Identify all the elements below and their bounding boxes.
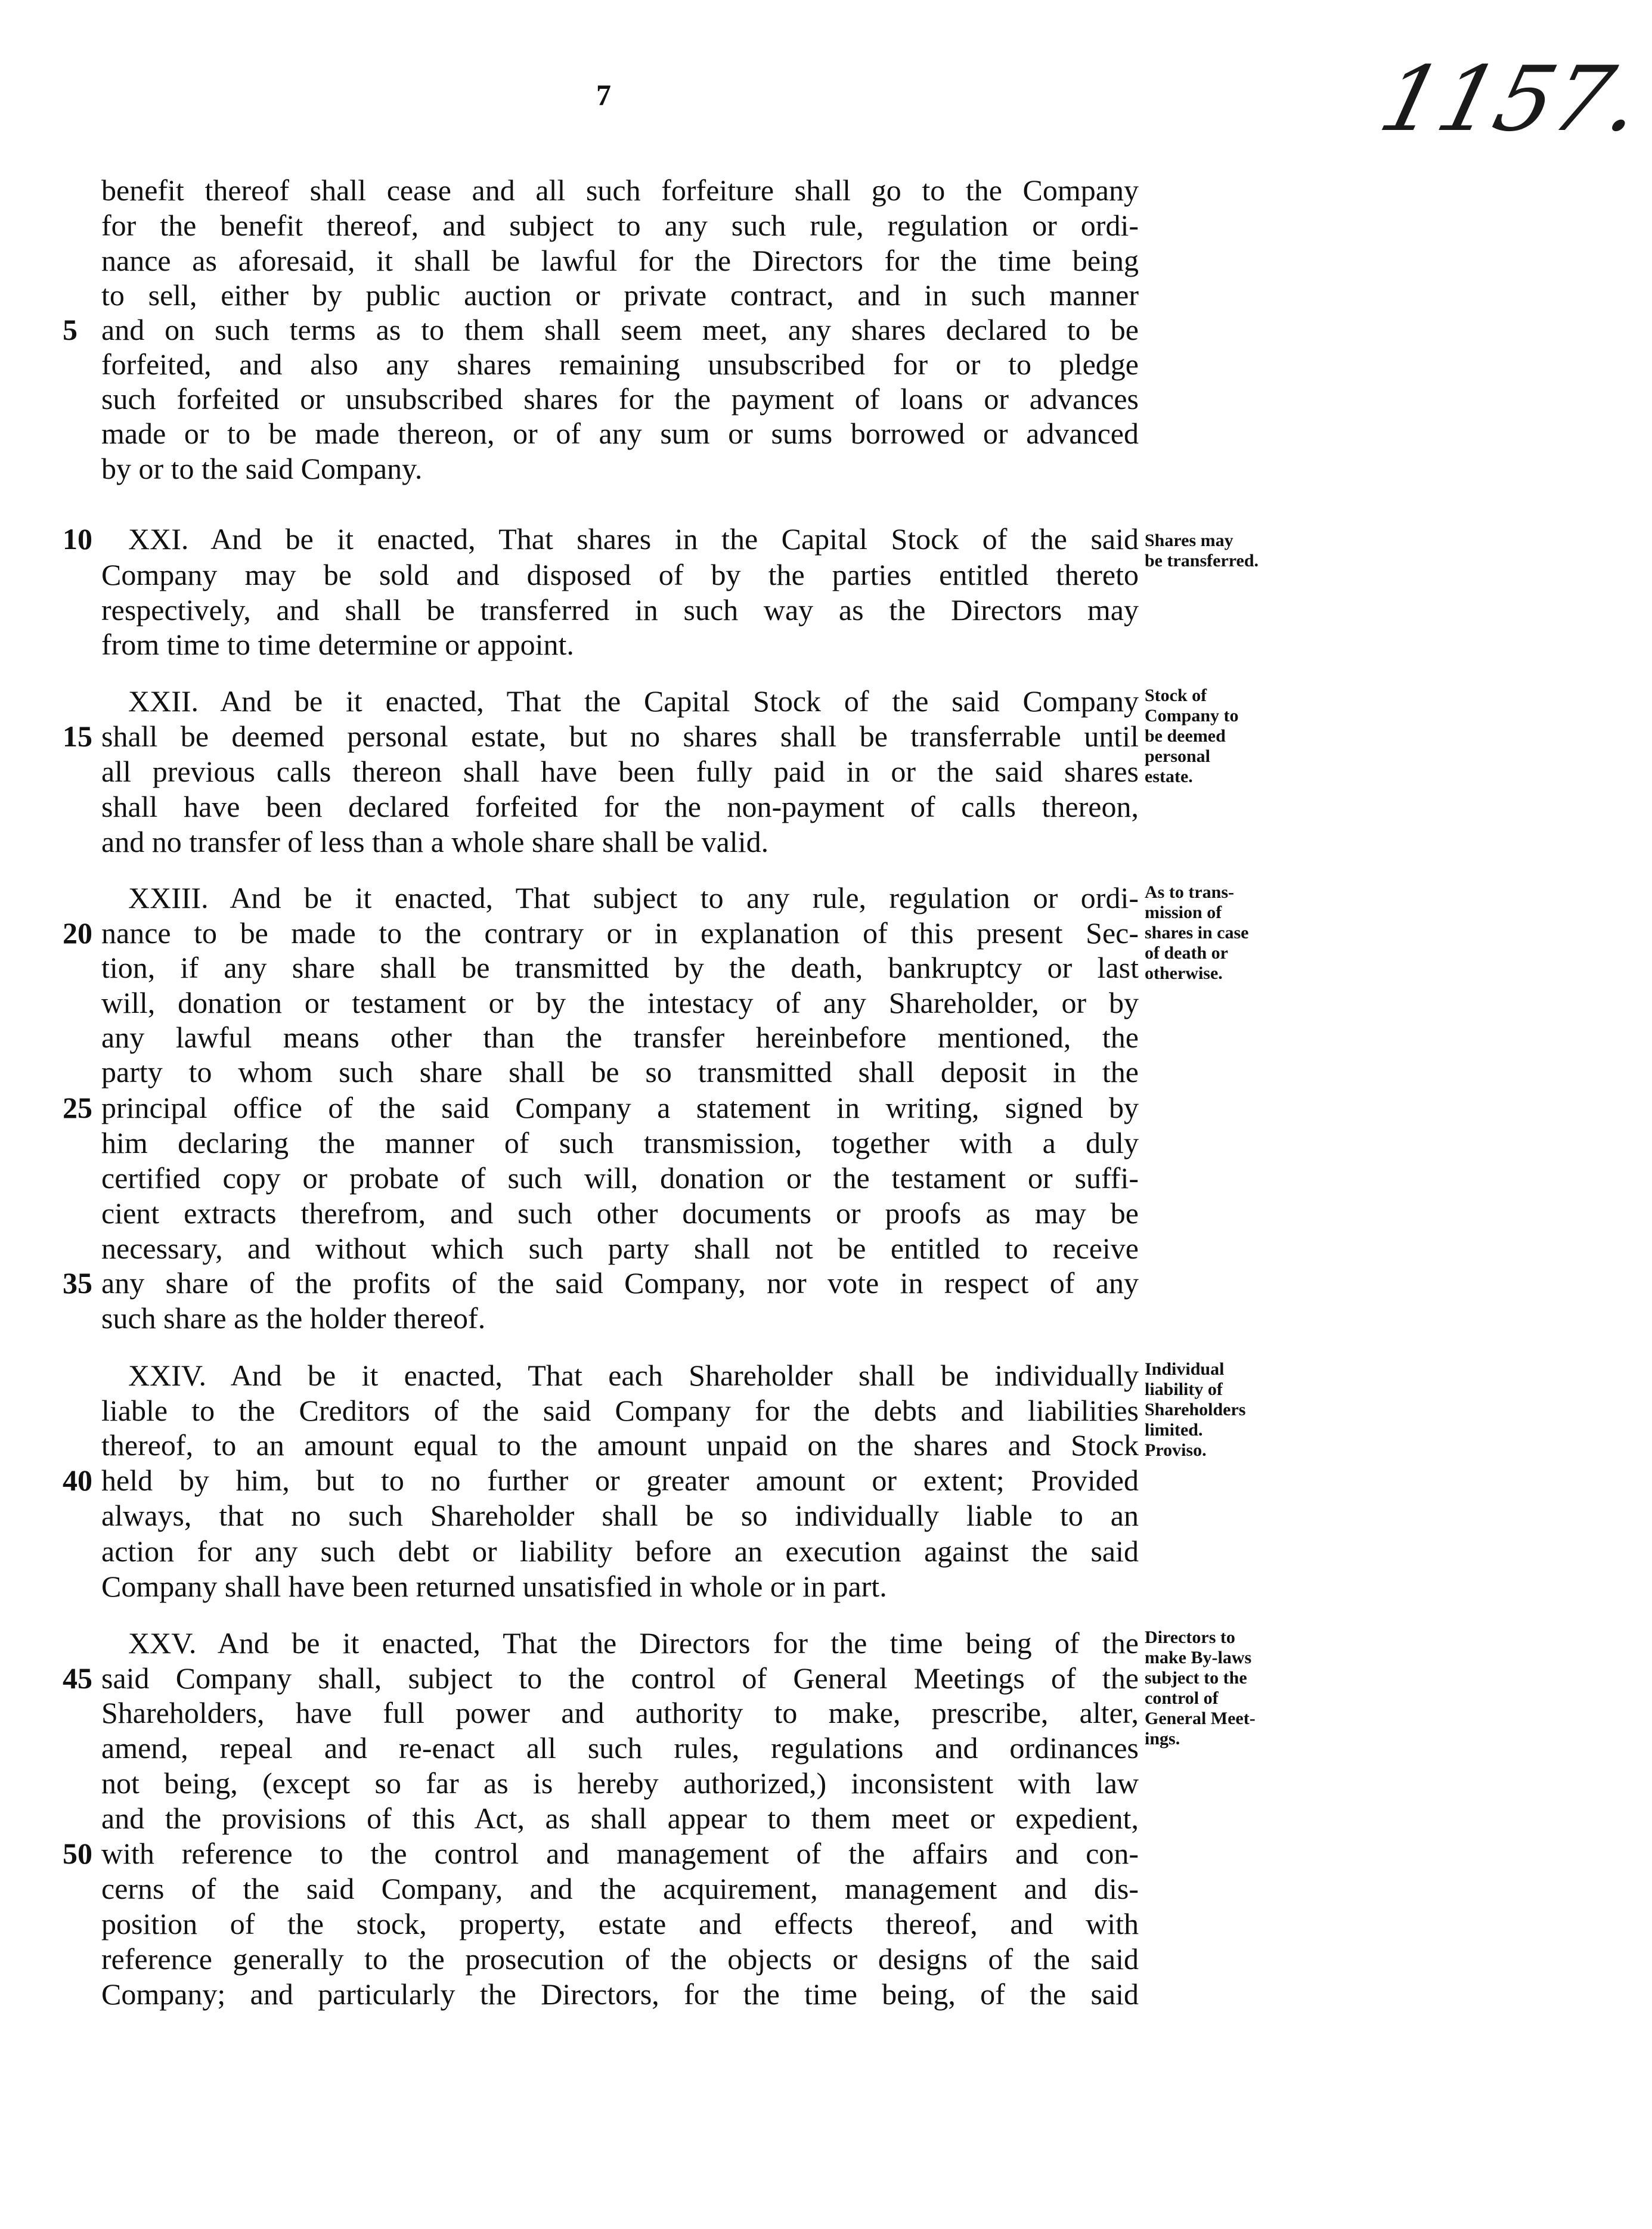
text-line: and no transfer of less than a whole share shall be valid.: [101, 825, 769, 858]
margin-note: [1145, 531, 1259, 571]
margin-note-line: make By-laws: [1145, 1648, 1252, 1667]
line-number: 10: [63, 522, 92, 556]
text-line: XXI. And be it enacted, That shares in the Capital Stock of the said: [128, 522, 1139, 556]
margin-note-line: Directors to: [1145, 1627, 1235, 1647]
text-line: for the benefit thereof, and subject to any such rule, regulation or ordi-: [101, 209, 1139, 242]
text-line: Company may be sold and disposed of by the parties entitled thereto: [101, 558, 1139, 591]
margin-note-line: Stock of: [1145, 686, 1207, 705]
margin-note-line: mission of: [1145, 903, 1222, 922]
line-number: 45: [63, 1661, 92, 1695]
text-line: will, donation or testament or by the intestacy of any Shareholder, or by: [101, 986, 1139, 1019]
text-line: reference generally to the prosecution of the objects or designs of the said: [101, 1942, 1139, 1976]
margin-note: [1145, 882, 1248, 984]
text-line: thereof, to an amount equal to the amount unpaid on the shares and Stock: [101, 1428, 1139, 1462]
text-line: held by him, but to no further or greater amount or extent; Provided: [101, 1464, 1139, 1497]
text-line: Company shall have been returned unsatisfied in whole or in part.: [101, 1570, 887, 1603]
text-line: principal office of the said Company a statement in writing, signed by: [101, 1091, 1139, 1124]
line-number: 25: [63, 1091, 92, 1124]
text-line: tion, if any share shall be transmitted by the death, bankruptcy or last: [101, 951, 1139, 984]
text-line: shall be deemed personal estate, but no shares shall be transferrable until: [101, 720, 1139, 753]
text-line: XXII. And be it enacted, That the Capital Stock of the said Company: [128, 684, 1139, 718]
text-line: him declaring the manner of such transmission, together with a duly: [101, 1126, 1139, 1160]
margin-note-line: liability of: [1145, 1379, 1223, 1399]
margin-note: [1145, 1627, 1256, 1749]
text-line: from time to time determine or appoint.: [101, 628, 574, 661]
margin-note-line: Individual: [1145, 1359, 1225, 1379]
text-line: nance as aforesaid, it shall be lawful for the Directors for the time being: [101, 244, 1139, 277]
text-line: by or to the said Company.: [101, 452, 423, 485]
page-number: 7: [596, 78, 611, 111]
margin-note-line: estate.: [1145, 767, 1193, 786]
text-line: made or to be made thereon, or of any sum or sums borrowed or advanced: [101, 417, 1139, 450]
text-line: amend, repeal and re-enact all such rules, regulations and ordinances: [101, 1731, 1139, 1765]
text-line: any lawful means other than the transfer hereinbefore mentioned, the: [101, 1021, 1139, 1054]
text-line: said Company shall, subject to the control of General Meetings of the: [101, 1661, 1139, 1695]
text-line: any share of the profits of the said Company, nor vote in respect of any: [101, 1266, 1139, 1300]
margin-note: [1145, 686, 1239, 787]
line-number: 35: [63, 1266, 92, 1300]
text-line: and on such terms as to them shall seem meet, any shares declared to be: [101, 313, 1139, 346]
margin-note-line: limited.: [1145, 1420, 1203, 1440]
text-line: necessary, and without which such party shall not be entitled to receive: [101, 1232, 1139, 1265]
text-line: cerns of the said Company, and the acquirement, management and dis-: [101, 1872, 1139, 1905]
text-line: certified copy or probate of such will, donation or the testament or suffi-: [101, 1161, 1139, 1195]
margin-note-line: of death or: [1145, 943, 1228, 963]
text-line: party to whom such share shall be so transmitted shall deposit in the: [101, 1055, 1139, 1089]
text-line: liable to the Creditors of the said Company for the debts and liabilities: [101, 1394, 1139, 1427]
margin-note-line: control of: [1145, 1688, 1219, 1708]
margin-note-line: General Meet-: [1145, 1709, 1256, 1728]
margin-note-line: Shares may: [1145, 531, 1233, 550]
line-number: 40: [63, 1464, 92, 1497]
text-line: respectively, and shall be transferred in such way as the Directors may: [101, 593, 1139, 627]
text-line: benefit thereof shall cease and all such forfeiture shall go to the Company: [101, 173, 1139, 207]
line-number: 50: [63, 1837, 92, 1870]
margin-note: [1145, 1359, 1245, 1461]
text-line: always, that no such Shareholder shall be so individually liable to an: [101, 1499, 1139, 1532]
text-line: XXV. And be it enacted, That the Directors for the time being of the: [128, 1626, 1139, 1660]
text-line: not being, (except so far as is hereby authorized,) inconsistent with law: [101, 1766, 1139, 1800]
text-line: all previous calls thereon shall have been fully paid in or the said shares: [101, 755, 1139, 788]
text-line: Shareholders, have full power and authority to make, prescribe, alter,: [101, 1696, 1139, 1729]
text-line: XXIV. And be it enacted, That each Shareholder shall be individually: [128, 1359, 1139, 1392]
text-line: Company; and particularly the Directors, for the time being, of the said: [101, 1977, 1139, 2011]
margin-note-line: Proviso.: [1145, 1440, 1207, 1460]
text-line: such share as the holder thereof.: [101, 1301, 486, 1335]
margin-note-line: be transferred.: [1145, 551, 1259, 571]
margin-note-line: subject to the: [1145, 1668, 1247, 1688]
text-line: action for any such debt or liability before an execution against the said: [101, 1534, 1139, 1568]
text-line: such forfeited or unsubscribed shares for the payment of loans or advances: [101, 382, 1139, 416]
text-line: and the provisions of this Act, as shall appear to them meet or expedient,: [101, 1802, 1139, 1835]
margin-note-line: Company to: [1145, 706, 1239, 726]
text-line: to sell, either by public auction or private contract, and in such manner: [101, 278, 1139, 312]
margin-note-line: be deemed: [1145, 726, 1226, 746]
line-number: 5: [63, 313, 78, 346]
text-line: nance to be made to the contrary or in explanation of this present Sec-: [101, 916, 1139, 950]
text-line: with reference to the control and management of the affairs and con-: [101, 1837, 1139, 1870]
text-line: XXIII. And be it enacted, That subject to any rule, regulation or ordi-: [128, 881, 1139, 914]
margin-note-line: otherwise.: [1145, 963, 1223, 983]
margin-note-line: ings.: [1145, 1729, 1180, 1749]
margin-note-line: As to trans-: [1145, 882, 1234, 902]
line-number: 20: [63, 916, 92, 950]
text-line: position of the stock, property, estate and effects thereof, and with: [101, 1907, 1139, 1940]
text-line: cient extracts therefrom, and such other documents or proofs as may be: [101, 1196, 1139, 1230]
margin-note-line: shares in case: [1145, 923, 1249, 943]
text-line: shall have been declared forfeited for the non-payment of calls thereon,: [101, 790, 1139, 823]
margin-note-line: personal: [1145, 746, 1211, 766]
line-number: 15: [63, 720, 92, 753]
margin-note-line: Shareholders: [1145, 1400, 1246, 1419]
text-line: forfeited, and also any shares remaining unsubscribed for or to pledge: [101, 348, 1139, 381]
handwritten-folio-number: 1157.: [1370, 48, 1652, 151]
